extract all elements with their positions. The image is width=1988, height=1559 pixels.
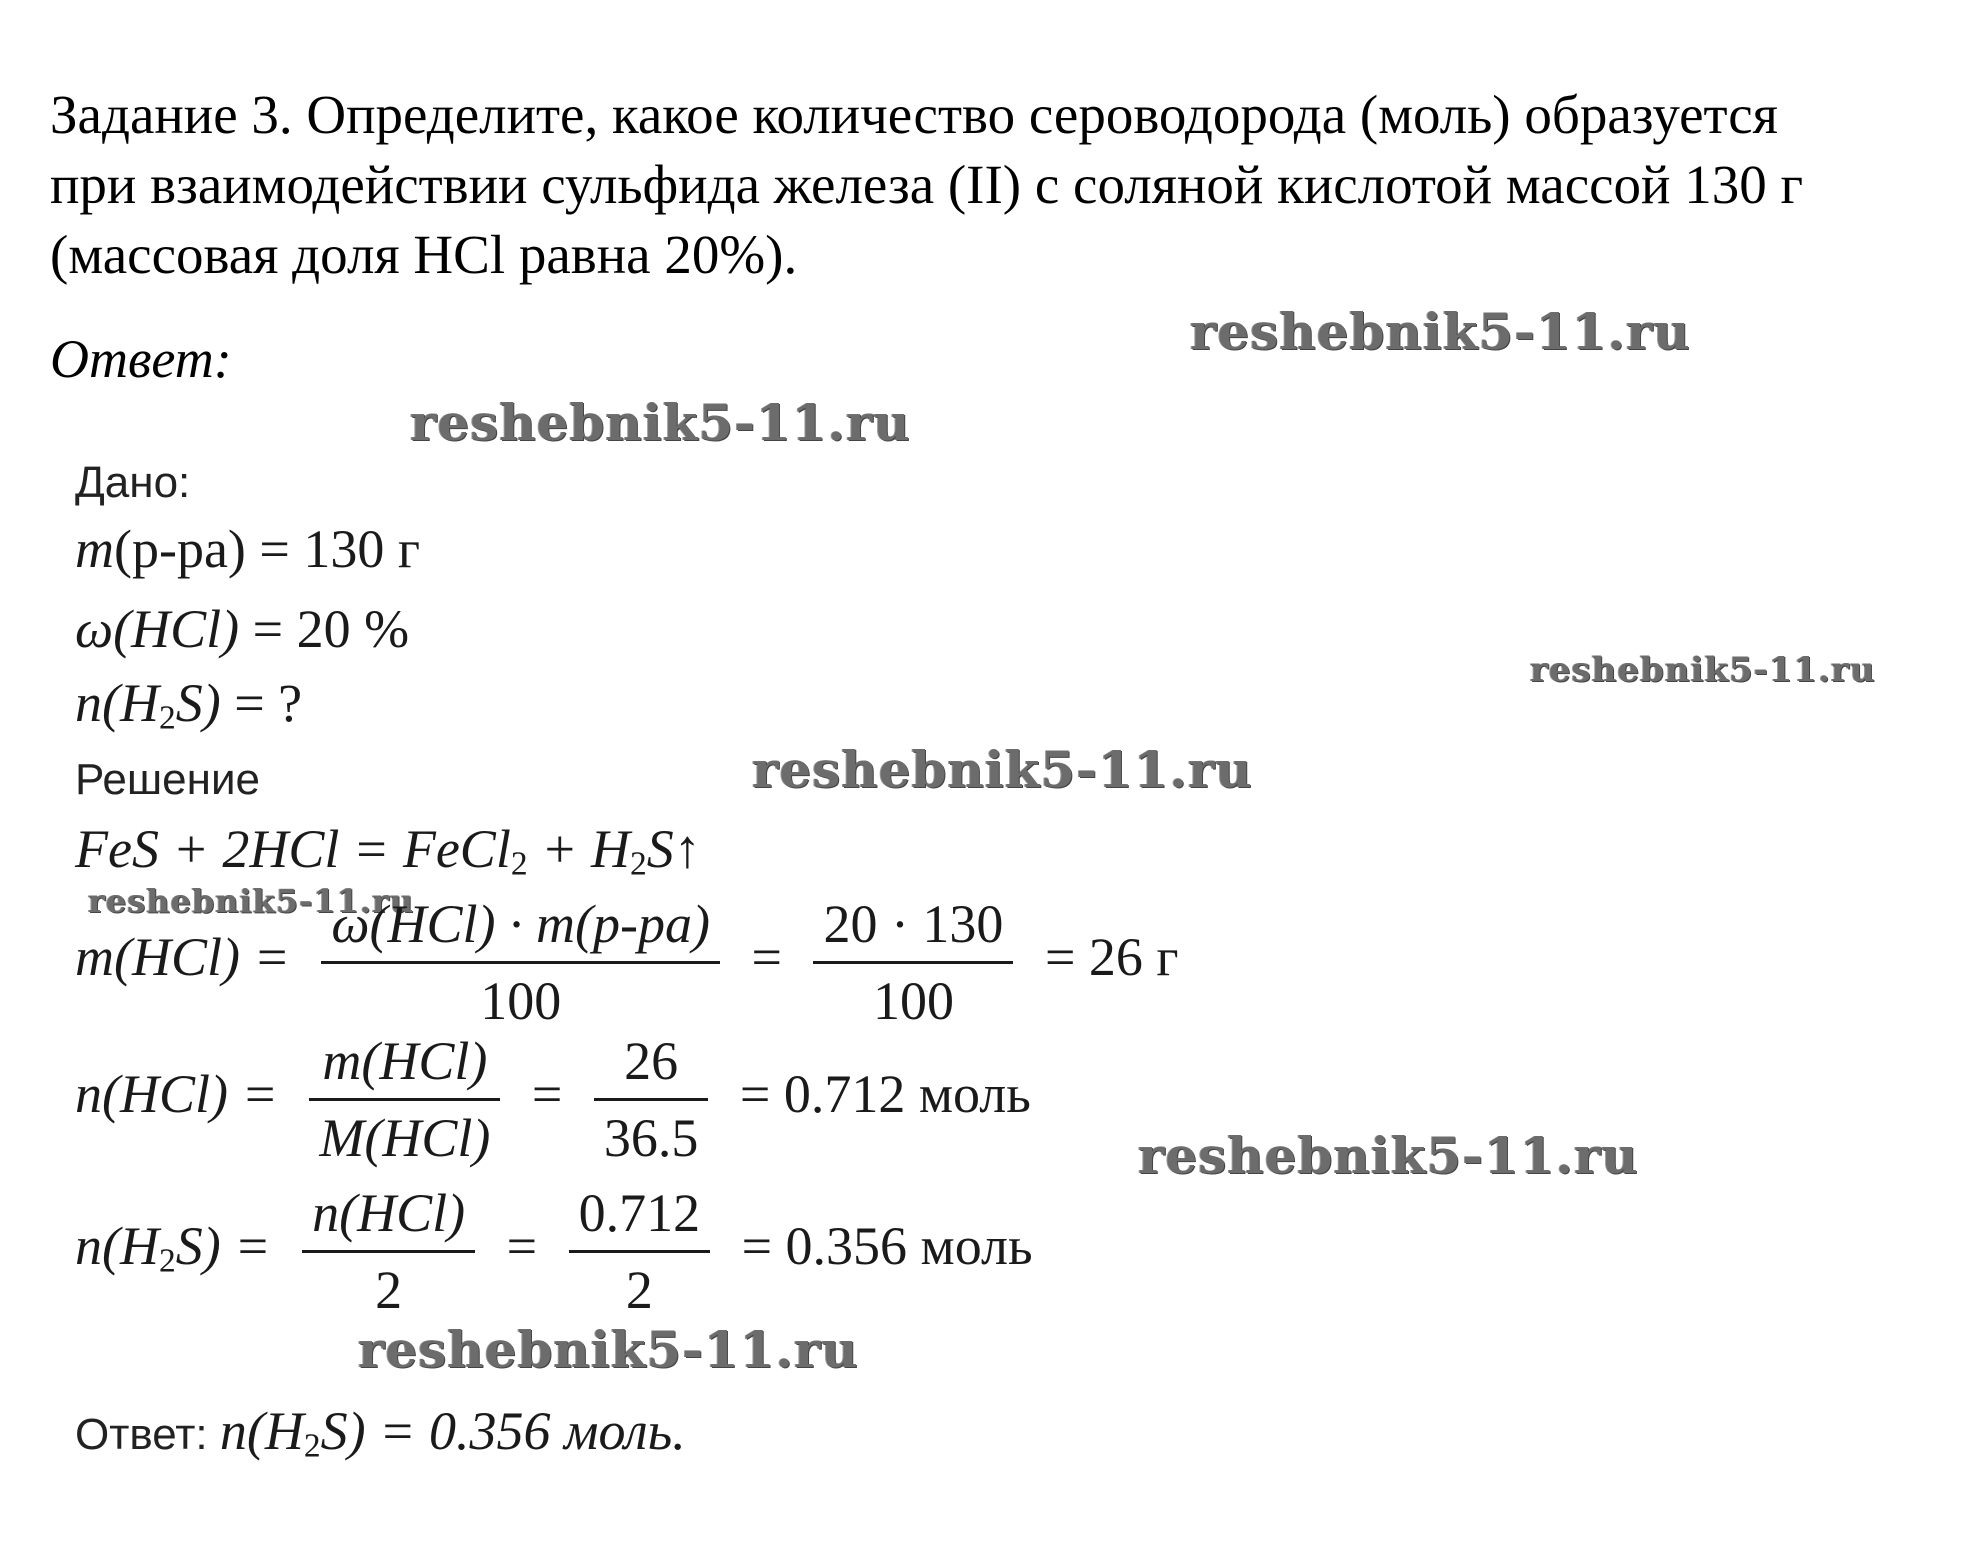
eq3-den2: 2 <box>625 1260 653 1320</box>
eq3-lhs-a: n(H <box>75 1215 159 1276</box>
eq3-num2: 0.712 <box>569 1182 711 1253</box>
eq2-fraction-2 <box>594 1030 709 1169</box>
omega-value: = 20 % <box>239 599 410 659</box>
watermark: reshebnik5-11.ru <box>1138 1126 1639 1185</box>
given-omega <box>75 598 409 660</box>
watermark: reshebnik5-11.ru <box>1530 650 1876 690</box>
eq3-num1: n(HCl) <box>302 1182 475 1253</box>
task-line-1: Задание 3. Определите, какое количество сероводорода (моль) образуется <box>50 84 1778 145</box>
equation-moles-h2s <box>75 1182 1033 1321</box>
watermark: reshebnik5-11.ru <box>410 393 911 452</box>
eq3-den1: 2 <box>375 1260 403 1320</box>
task-statement <box>50 80 1803 290</box>
eq1-den2: 100 <box>872 971 954 1031</box>
equation-mass-hcl <box>75 893 1179 1032</box>
eq2-num1: m(HCl) <box>309 1030 500 1101</box>
eq3-fraction-1 <box>302 1182 475 1321</box>
answer-label: Ответ: <box>50 329 232 389</box>
reaction-sub1: 2 <box>510 845 528 883</box>
equation-moles-hcl <box>75 1030 1031 1169</box>
unknown-a: n(H <box>75 673 159 733</box>
reaction-left: FeS + 2HCl = FeCl <box>75 819 511 879</box>
eq1-fraction-2 <box>813 893 1013 1032</box>
reaction-equation <box>75 818 701 883</box>
eq2-den2: 36.5 <box>603 1108 699 1168</box>
eq1-num2: 20 · 130 <box>813 893 1013 964</box>
final-a: n(H <box>219 1401 304 1461</box>
eq1-num1: ω(HCl) · m(р-ра) <box>321 893 720 964</box>
eq1-equals: = <box>751 926 782 987</box>
eq3-fraction-2 <box>569 1182 711 1321</box>
reaction-mid: + H <box>527 819 630 879</box>
given-unknown <box>75 672 303 737</box>
eq1-den1: 100 <box>480 971 562 1031</box>
unknown-b: S) <box>175 673 221 733</box>
eq2-num2: 26 <box>594 1030 709 1101</box>
final-sub: 2 <box>303 1427 321 1465</box>
unknown-sub: 2 <box>158 699 176 737</box>
eq1-result: = 26 г <box>1044 926 1179 987</box>
final-b: S) = 0.356 моль. <box>320 1401 686 1461</box>
eq2-equals: = <box>531 1063 563 1124</box>
reaction-right: S↑ <box>646 819 701 879</box>
eq2-den1: M(HCl) <box>319 1108 491 1168</box>
omega-label: ω(HCl) <box>75 599 240 659</box>
eq3-equals: = <box>506 1215 538 1276</box>
eq2-result: = 0.712 моль <box>739 1063 1031 1124</box>
given-heading: Дано: <box>75 458 191 507</box>
mass-value: = 130 г <box>245 519 421 579</box>
watermark: reshebnik5-11.ru <box>752 740 1253 799</box>
watermark: reshebnik5-11.ru <box>358 1320 859 1379</box>
final-answer <box>75 1400 686 1465</box>
mass-arg: (р-ра) <box>114 519 246 579</box>
eq3-result: = 0.356 моль <box>741 1215 1033 1276</box>
final-prefix: Ответ: <box>75 1410 220 1459</box>
eq2-fraction-1 <box>309 1030 500 1169</box>
task-line-3: (массовая доля HCl равна 20%). <box>50 224 798 285</box>
reaction-sub2: 2 <box>630 845 647 883</box>
eq3-lhs-b: S) = <box>175 1215 271 1276</box>
eq2-lhs: n(HCl) = <box>75 1063 278 1124</box>
mass-symbol: m <box>75 519 114 579</box>
eq1-fraction-1 <box>321 893 720 1032</box>
eq1-lhs: m(HCl) = <box>75 926 290 987</box>
watermark: reshebnik5-11.ru <box>88 882 415 920</box>
watermark: reshebnik5-11.ru <box>1190 302 1691 361</box>
eq3-lhs-sub: 2 <box>158 1242 176 1280</box>
task-line-2: при взаимодействии сульфида железа (II) с соляной кислотой массой 130 г <box>50 154 1804 215</box>
given-mass <box>75 518 420 580</box>
solution-heading: Решение <box>75 755 261 804</box>
unknown-value: = ? <box>220 673 303 733</box>
